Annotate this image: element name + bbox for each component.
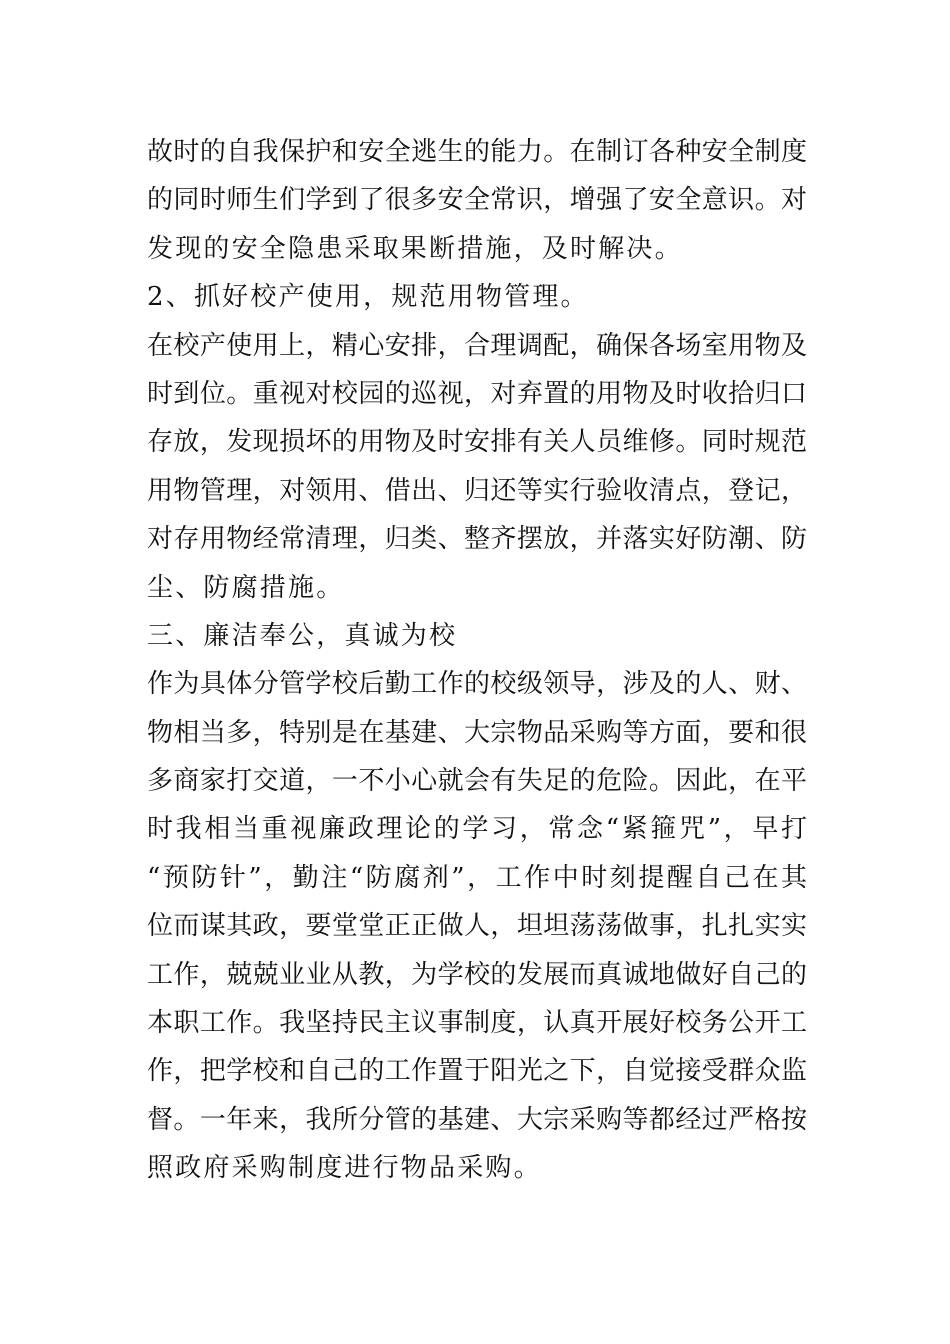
text-line: 照政府采购制度进行物品采购。: [147, 1153, 542, 1184]
text-line: 对存用物经常清理，归类、整齐摆放，并落实好防潮、防: [147, 524, 807, 555]
text-line: 用物管理，对领用、借出、归还等实行验收清点，登记，: [147, 475, 807, 506]
text-line: 尘、防腐措施。: [147, 572, 345, 603]
text-line: 位而谋其政，要堂堂正正做人，坦坦荡荡做事，扎扎实实: [147, 911, 807, 942]
text-line: 在校产使用上，精心安排，合理调配，确保各场室用物及: [147, 330, 807, 361]
text-line: 时我相当重视廉政理论的学习，常念“紧箍咒”，早打: [147, 814, 807, 845]
text-line: 多商家打交道，一不小心就会有失足的危险。因此，在平: [147, 766, 807, 797]
section-heading-line: 三、廉洁奉公，真诚为校: [147, 620, 458, 651]
text-line: 时到位。重视对校园的巡视，对弃置的用物及时收拾归口: [147, 378, 807, 409]
text-line: 工作，兢兢业业从教，为学校的发展而真诚地做好自己的: [147, 959, 807, 990]
text-line: 存放，发现损坏的用物及时安排有关人员维修。同时规范: [147, 427, 807, 458]
text-line: 本职工作。我坚持民主议事制度，认真开展好校务公开工: [147, 1008, 807, 1039]
text-line: 作，把学校和自己的工作置于阳光之下，自觉接受群众监: [147, 1056, 807, 1087]
text-line: 的同时师生们学到了很多安全常识，增强了安全意识。对: [147, 185, 807, 216]
text-line: 作为具体分管学校后勤工作的校级领导，涉及的人、财、: [147, 669, 807, 700]
text-line: 故时的自我保护和安全逃生的能力。在制订各种安全制度: [147, 137, 807, 167]
text-line: “预防针”，勤注“防腐剂”，工作中时刻提醒自己在其: [147, 862, 807, 893]
document-body: [147, 128, 807, 1193]
section-heading-line: 2、抓好校产使用，规范用物管理。: [147, 282, 589, 313]
text-line: 物相当多，特别是在基建、大宗物品采购等方面，要和很: [147, 717, 807, 748]
text-line: 督。一年来，我所分管的基建、大宗采购等都经过严格按: [147, 1104, 807, 1135]
text-line: 发现的安全隐患采取果断措施，及时解决。: [147, 233, 683, 264]
